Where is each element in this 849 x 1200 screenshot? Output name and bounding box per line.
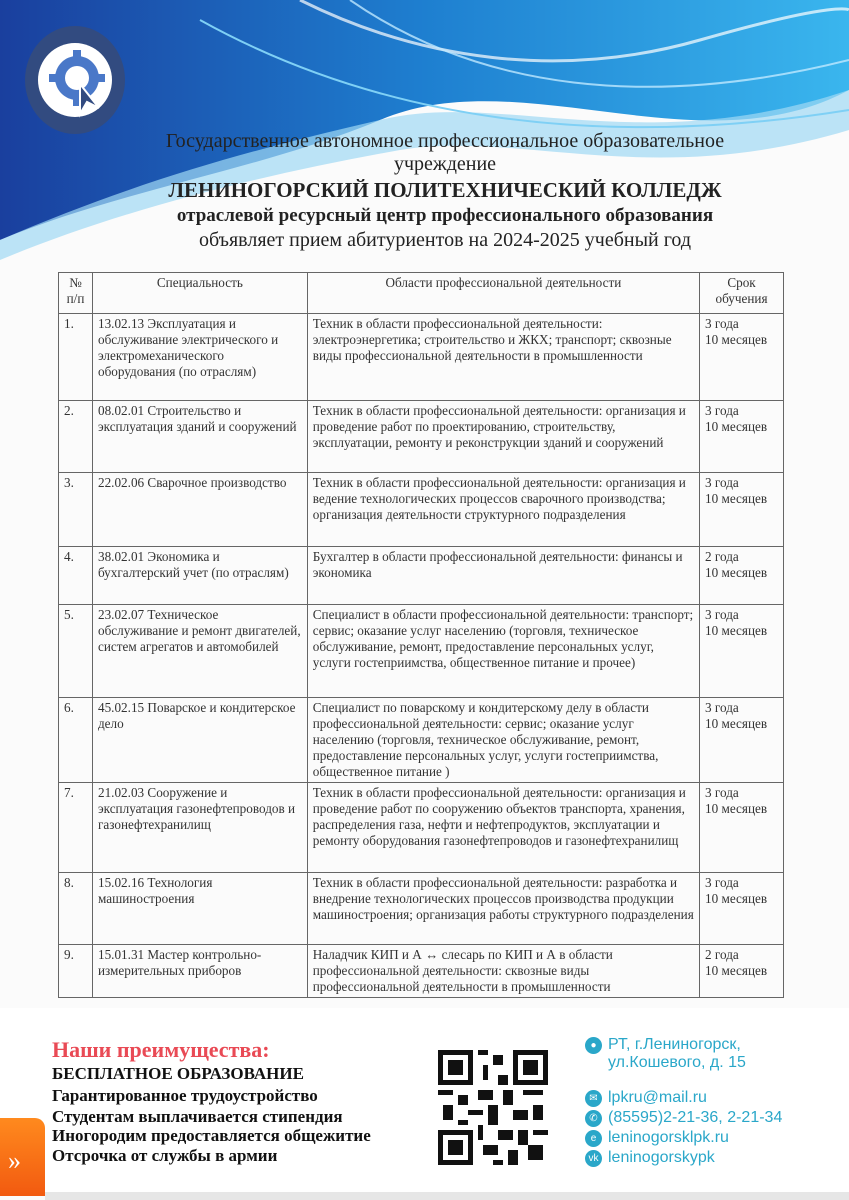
row-number: 9. <box>59 945 93 998</box>
study-duration <box>700 873 784 945</box>
phone-text[interactable]: (85595)2-21-36, 2-21-34 <box>608 1109 783 1126</box>
phone-contact[interactable] <box>585 1109 782 1127</box>
specialty-name: 22.02.06 Сварочное производство <box>92 473 307 547</box>
activity-area: Техник в области профессиональной деятельности: организация и ведение технологических процессов сварочного производства; организация деятельности структурного подразделения <box>307 473 699 547</box>
study-duration <box>700 783 784 873</box>
duration-months: 10 месяцев <box>705 891 768 906</box>
website-link[interactable]: leninogorsklpk.ru <box>608 1129 729 1146</box>
activity-area: Специалист в области профессиональной деятельности: транспорт; сервис; оказание услуг населению (торговля, техническое обслуживание, ремонт, предоставление персональных услуг, услуги гостеприимства, общественное питание и прочее) <box>307 605 699 698</box>
web-icon: e <box>585 1130 602 1147</box>
duration-months: 10 месяцев <box>705 623 768 638</box>
duration-years: 2 года <box>705 549 739 564</box>
vk-contact[interactable] <box>585 1149 715 1167</box>
specialties-table <box>58 272 784 998</box>
row-number: 7. <box>59 783 93 873</box>
study-duration <box>700 314 784 401</box>
table-row <box>59 401 784 473</box>
col-header-area: Области профессиональной деятельности <box>307 273 699 314</box>
specialty-name: 08.02.01 Строительство и эксплуатация зданий и сооружений <box>92 401 307 473</box>
specialty-name: 13.02.13 Эксплуатация и обслуживание электрического и электромеханического оборудования (по отраслям) <box>92 314 307 401</box>
duration-years: 3 года <box>705 607 739 622</box>
college-logo <box>25 26 125 134</box>
row-number: 2. <box>59 401 93 473</box>
table-row <box>59 873 784 945</box>
table-row <box>59 945 784 998</box>
table-row <box>59 605 784 698</box>
table-row <box>59 314 784 401</box>
table-header-row <box>59 273 784 314</box>
study-duration <box>700 547 784 605</box>
advantage-item: Отсрочка от службы в армии <box>52 1146 278 1165</box>
bottom-strip <box>45 1192 849 1200</box>
study-duration <box>700 473 784 547</box>
email-link[interactable]: lpkru@mail.ru <box>608 1089 707 1106</box>
table-row <box>59 473 784 547</box>
row-number: 3. <box>59 473 93 547</box>
table-row <box>59 783 784 873</box>
duration-months: 10 месяцев <box>705 332 768 347</box>
activity-area: Наладчик КИП и А ↔ слесарь по КИП и А в области профессиональной деятельности: сквозные виды профессиональной деятельности в промышленности <box>307 945 699 998</box>
duration-months: 10 месяцев <box>705 963 768 978</box>
table-row <box>59 547 784 605</box>
activity-area: Техник в области профессиональной деятельности: электроэнергетика; строительство и ЖКХ; транспорт; сквозные виды профессиональной деятельности в промышленности <box>307 314 699 401</box>
activity-area: Техник в области профессиональной деятельности: организация и проведение работ по проектированию, строительству, эксплуатации, ремонту и реконструкции зданий и сооружений <box>307 401 699 473</box>
study-duration <box>700 401 784 473</box>
duration-years: 3 года <box>705 316 739 331</box>
study-duration <box>700 945 784 998</box>
advantage-item: Иногородим предоставляется общежитие <box>52 1126 371 1145</box>
duration-years: 3 года <box>705 700 739 715</box>
admission-announcement: объявляет прием абитуриентов на 2024-2025 учебный год <box>198 229 692 251</box>
next-arrow-tab[interactable]: » <box>0 1118 45 1196</box>
advantages-title: Наши преимущества: <box>52 1037 270 1062</box>
address-line-2: ул.Кошевого, д. 15 <box>608 1054 746 1071</box>
specialty-name: 15.02.16 Технология машиностроения <box>92 873 307 945</box>
activity-area: Техник в области профессиональной деятельности: разработка и внедрение технологических процессов производства продукции машиностроения; организация работы структурного подразделения <box>307 873 699 945</box>
duration-months: 10 месяцев <box>705 716 768 731</box>
study-duration <box>700 698 784 783</box>
duration-months: 10 месяцев <box>705 491 768 506</box>
specialty-name: 15.01.31 Мастер контрольно-измерительных приборов <box>92 945 307 998</box>
specialty-name: 21.02.03 Сооружение и эксплуатация газонефтепроводов и газонефтехранилищ <box>92 783 307 873</box>
institution-type: Государственное автономное профессиональное образовательное учреждение <box>165 130 725 175</box>
address-text: РТ, г.Лениногорск, <box>608 1036 741 1053</box>
row-number: 8. <box>59 873 93 945</box>
table-row <box>59 698 784 783</box>
row-number: 4. <box>59 547 93 605</box>
location-pin-icon: ● <box>585 1037 602 1054</box>
vk-link[interactable]: leninogorskypk <box>608 1149 715 1166</box>
specialty-name: 23.02.07 Техническое обслуживание и ремонт двигателей, систем агрегатов и автомобилей <box>92 605 307 698</box>
col-header-duration: Срок обучения <box>700 273 784 314</box>
phone-icon: ✆ <box>585 1110 602 1127</box>
duration-years: 3 года <box>705 875 739 890</box>
college-name: ЛЕНИНОГОРСКИЙ ПОЛИТЕХНИЧЕСКИЙ КОЛЛЕДЖ <box>168 178 722 202</box>
advantage-item: БЕСПЛАТНОЕ ОБРАЗОВАНИЕ <box>52 1064 304 1083</box>
specialty-name: 45.02.15 Поварское и кондитерское дело <box>92 698 307 783</box>
duration-months: 10 месяцев <box>705 801 768 816</box>
vk-icon: vk <box>585 1150 602 1167</box>
advantage-item: Студентам выплачивается стипендия <box>52 1107 343 1126</box>
row-number: 5. <box>59 605 93 698</box>
duration-years: 3 года <box>705 475 739 490</box>
duration-months: 10 месяцев <box>705 565 768 580</box>
row-number: 6. <box>59 698 93 783</box>
qr-code <box>438 1050 548 1165</box>
website-contact[interactable] <box>585 1129 729 1147</box>
col-header-number: № п/п <box>59 273 93 314</box>
duration-months: 10 месяцев <box>705 419 768 434</box>
address-line-1 <box>585 1036 741 1054</box>
specialty-name: 38.02.01 Экономика и бухгалтерский учет (по отраслям) <box>92 547 307 605</box>
activity-area: Специалист по поварскому и кондитерскому делу в области профессиональной деятельности: сервис; оказание услуг населению (торговля, техническое обслуживание, ремонт, предоставление персональных услуг, услуги гостеприимства, общественное питание ) <box>307 698 699 783</box>
col-header-specialty: Специальность <box>92 273 307 314</box>
activity-area: Бухгалтер в области профессиональной деятельности: финансы и экономика <box>307 547 699 605</box>
activity-area: Техник в области профессиональной деятельности: организация и проведение работ по сооружению объектов транспорта, хранения, распределения газа, нефти и нефтепродуктов, эксплуатации и ремонту оборудования газонефтепроводов и газонефтехранилищ <box>307 783 699 873</box>
duration-years: 3 года <box>705 785 739 800</box>
mail-icon: ✉ <box>585 1090 602 1107</box>
college-subtitle: отраслевой ресурсный центр профессионального образования <box>176 205 714 226</box>
duration-years: 3 года <box>705 403 739 418</box>
row-number: 1. <box>59 314 93 401</box>
email-contact[interactable] <box>585 1089 707 1107</box>
study-duration <box>700 605 784 698</box>
advantage-item: Гарантированное трудоустройство <box>52 1086 318 1105</box>
duration-years: 2 года <box>705 947 739 962</box>
